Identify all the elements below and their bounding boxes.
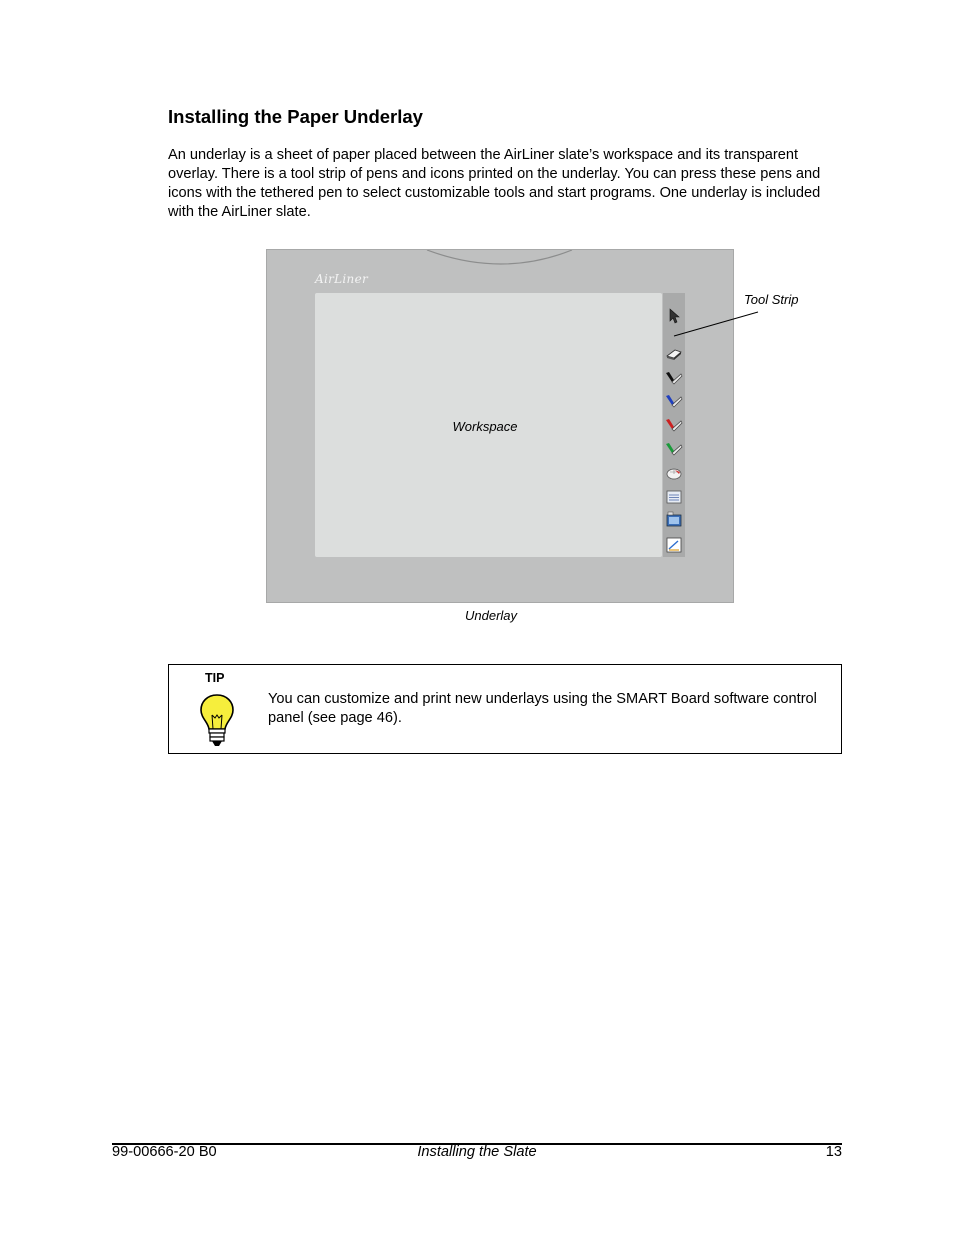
airliner-logo: AirLiner	[315, 272, 369, 286]
mouse-icon	[665, 464, 683, 482]
tool-strip	[663, 293, 685, 557]
black-pen-icon	[665, 369, 683, 387]
tool-strip-label: Tool Strip	[744, 292, 799, 307]
footer-doc-number: 99-00666-20 B0	[112, 1144, 217, 1160]
eraser-icon	[665, 345, 683, 363]
figure-caption: Underlay	[464, 608, 518, 623]
keyboard-icon	[665, 488, 683, 506]
section-heading: Installing the Paper Underlay	[168, 106, 423, 127]
intro-paragraph: An underlay is a sheet of paper placed between the AirLiner slate’s workspace and its transparent overlay. There is a tool strip of pens and icons printed on the underlay. You can press these pens and icons with the tethered pen to select customizable tools and start programs. One underlay is included with the AirLiner slate.	[168, 147, 821, 220]
workspace-area	[315, 293, 662, 557]
footer-chapter: Installing the Slate	[417, 1144, 537, 1160]
green-pen-icon	[665, 440, 683, 458]
footer-page-number: 13	[825, 1144, 842, 1160]
blue-pen-icon	[665, 392, 683, 410]
red-pen-icon	[665, 416, 683, 434]
lightbulb-icon	[199, 693, 235, 749]
arrow-pointer-icon	[665, 307, 683, 325]
workspace-label: Workspace	[452, 419, 518, 434]
tip-text: You can customize and print new underlays using the SMART Board software control panel (see page 46).	[268, 691, 817, 726]
tip-box	[168, 664, 842, 754]
tip-label: TIP	[205, 671, 225, 685]
notebook-icon	[665, 536, 683, 554]
underlay-figure	[266, 249, 734, 603]
capture-icon	[665, 511, 683, 529]
